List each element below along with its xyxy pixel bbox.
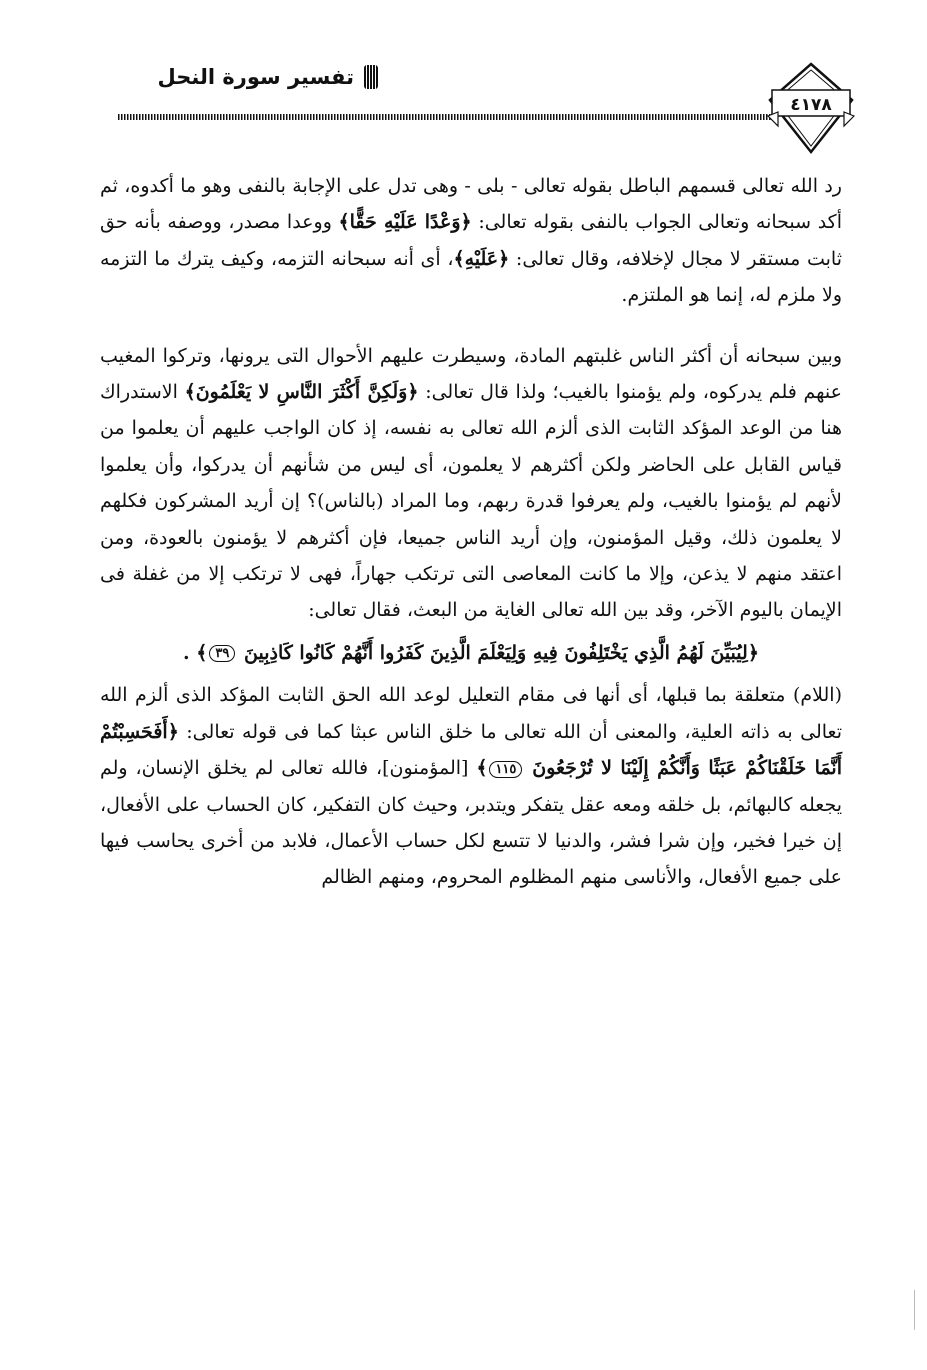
paragraph-text: وبين سبحانه أن أكثر الناس غلبتهم المادة، وسيطرت عليهم الأحوال التى يرونها، وتركوا المغيب عنهم فلم يدركوه، ولم يؤمنوا بالغيب؛ ولذا قال تعالى: [100,344,842,404]
paragraph-text: رد الله تعالى قسمهم الباطل بقوله تعالى - بلى - وهى تدل على الإجابة [292,175,842,197]
page-number-badge [766,60,856,160]
paragraph-1 [100,168,842,314]
paragraph-text: ، أى أنه سبحانه التزمه، وكيف يترك ما التزمه ولا ملزم له، إنما هو الملتزم. [100,247,842,307]
page-number: ٤١٧٨ [790,95,832,115]
page-body [100,168,842,896]
margin-mark [914,1290,915,1330]
page-header [118,50,861,110]
header-rule [118,114,776,120]
verse-close: ﴾ . [183,641,208,664]
verse-number: ٣٩ [209,645,235,662]
quran-quote: ﴿وَلَكِنَّ أَكْثَرَ النَّاسِ لا يَعْلَمُونَ﴾ [184,381,419,404]
paragraph-3 [100,677,842,895]
quran-quote-close: ﴾ [476,757,488,780]
paragraph-text: [المؤمنون]، فالله تعالى لم يخلق الإنسان، ولم يجعله كالبهائم، بل خلقه ومعه عقل يتفكر ويتدبر، وحيث كان التفكير، كان الحساب على الأفعال، إن خيرا فخير، وإن شرا فشر، والدنيا لا تتسع لكل حساب الأعمال، فلابد من أخرى يحاسب فيها على جميع الأفعال، والأناسى منهم المظلوم المحروم، ومنهم الظالم [100,757,842,889]
ornament-icon [364,65,378,89]
paragraph-text: (اللام) متعلقة بما قبلها، أى أنها فى مقام التعليل لوعد الله الحق الثابت المؤكد الذى ألزم الله تعالى به ذاته العلية، والمعنى أن الله تعالى ما خلق الناس عبثا كما فى قوله تعالى: [100,684,842,743]
quran-quote: ﴿عَلَيْهِ﴾ [453,247,510,270]
quran-quote: ﴿أَفَحَسِبْتُمْ أَنَّمَا خَلَقْنَاكُمْ عَبَثًا وَأَنَّكُمْ إِلَيْنَا لا تُرْجَعُونَ [100,720,842,780]
running-head [118,62,378,92]
quran-quote: ﴿وَعْدًا عَلَيْهِ حَقًّا﴾ [338,211,472,234]
verse-number: ١١٥ [489,761,522,778]
running-head-title: تفسير سورة النحل [157,65,354,89]
paragraph-text: الاستدراك هنا من الوعد المؤكد الثابت الذى ألزم الله تعالى به نفسه، إذ كان الواجب عليهم أن يعلموا من قياس القابل على الحاضر ولكن أكثرهم لا يعلمون، أى ليس من شأنهم أن يدركوا، وأن يعلموا لأنهم لم يؤمنوا بالغيب، ولم يعرفوا قدرة ربهم، وما المراد (بالناس)؟ إن أريد المشركون فكلهم لا يعلمون ذلك، وقيل المؤمنون، وإن أريد الناس جميعا، فإن أكثرهم لا يؤمنون بالعودة، ومن اعتقد منهم لا يذعن، وإلا ما كانت المعاصى التى ترتكب جهاراً، فهى لا ترتكب إلا من غفلة فى الإيمان باليوم الآخر، وقد بين الله تعالى الغاية من البعث، فقال تعالى: [100,381,842,622]
verse-text: ﴿لِيُبَيِّنَ لَهُمُ الَّذِي يَخْتَلِفُونَ فِيهِ وَلِيَعْلَمَ الَّذِينَ كَفَرُوا أَنَّهُمْ كَانُوا كَاذِبِينَ [244,641,759,664]
paragraph-text: بالنفى وهو ما أكدوه، ثم أكد سبحانه وتعالى الجواب بالنفى بقوله تعالى: [100,175,843,234]
paragraph-2 [100,338,842,629]
verse-heading [100,635,842,671]
paragraph-text: ووعدا مصدر، ووصفه بأنه حق ثابت مستقر لا مجال لإخلافه، وقال تعالى: [100,211,842,270]
paragraph-gap [100,314,842,338]
